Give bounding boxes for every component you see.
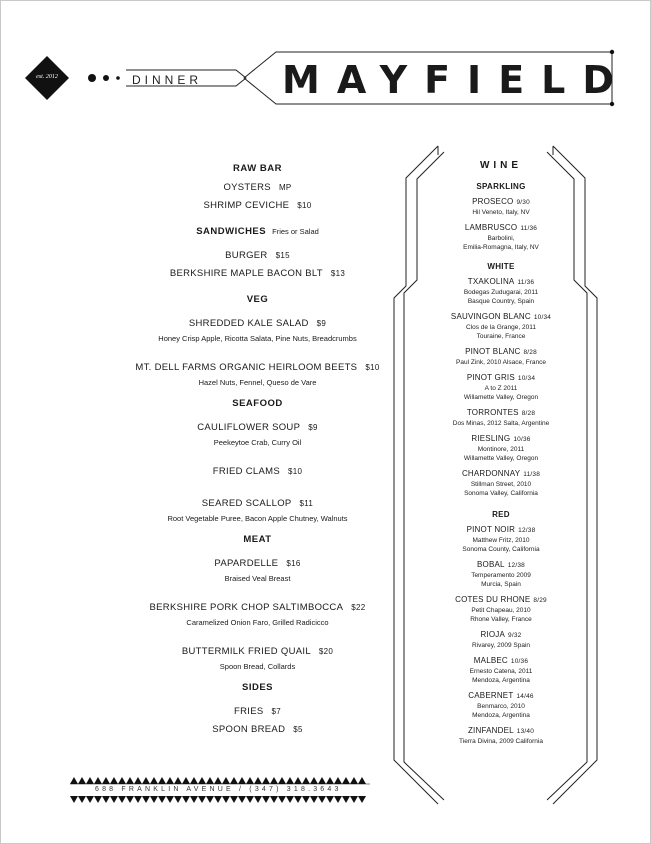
footer-triangle [110,777,118,784]
footer-triangle [310,777,318,784]
wine-list [436,160,566,751]
menu-item-desc: Spoon Bread, Collards [219,662,296,671]
footer-triangle [166,777,174,784]
wine-item: CABERNET 14/46 Benmarco, 2010 Mendoza, Argentina [468,691,534,719]
menu-item: BURGER $15 [225,250,290,261]
wine-item: PINOT GRIS 10/34 A to Z 2011 Willamette Valley, Oregon [463,373,539,401]
footer-triangle [254,777,262,784]
footer-triangle [174,796,182,803]
footer-triangle [294,777,302,784]
footer-triangle [126,777,134,784]
menu-item: FRIES $7 [234,706,281,717]
footer-triangle [142,777,150,784]
wine-item: LAMBRUSCO 11/36 Barbolini, Emilia-Romagna, Italy, NV [463,223,539,251]
brand-logo: MAYFIELD [282,58,631,102]
menu-item-desc: Hazel Nuts, Fennel, Queso de Vare [198,378,317,387]
menu-item-desc: Peekeytoe Crab, Curry Oil [213,438,302,447]
footer-triangle [342,796,350,803]
wine-item: RIESLING 10/36 Montinore, 2011 Willamette Valley, Oregon [463,434,539,462]
wine-item: RIOJA 9/32 Rivarey, 2009 Spain [471,630,531,649]
address-phone: 688 FRANKLIN AVENUE / (347) 318.3643 [95,786,342,793]
wine-item: TXAKOLINA 11/36 Bodegas Zudugarai, 2011 Basque Country, Spain [463,277,539,305]
footer-triangle [134,796,142,803]
menu-item: SHREDDED KALE SALAD $9 [188,318,327,329]
footer-triangle [206,777,214,784]
footer-triangle [118,796,126,803]
footer-triangle [222,777,230,784]
footer-triangle [318,796,326,803]
wine-item: TORRONTES 8/28 Dos Minas, 2012 Salta, Argentine [452,408,550,427]
footer-triangle [334,796,342,803]
footer-triangle [334,777,342,784]
footer-triangle [222,796,230,803]
footer-triangle [182,796,190,803]
footer-triangle [150,777,158,784]
footer-triangle [190,777,198,784]
wine-item: COTES DU RHONE 8/29 Petit Chapeau, 2010 Rhone Valley, France [455,595,547,623]
footer-triangle [142,796,150,803]
footer-triangle [270,796,278,803]
footer-triangle [254,796,262,803]
section-title-sandwiches: SANDWICHES [196,226,267,237]
section-title-sides: SIDES [241,682,273,693]
wine-section-white: WHITE [487,262,515,271]
footer-triangle [118,777,126,784]
wine-title: WINE [479,160,523,171]
menu-item: PAPARDELLE $16 [214,558,301,569]
footer-triangle [318,777,326,784]
meal-label: DINNER [132,73,203,87]
menu-item: BERKSHIRE PORK CHOP SALTIMBOCCA $22 [149,602,366,613]
footer-triangle [286,777,294,784]
footer-triangle [278,777,286,784]
menu-item: SHRIMP CEVICHE $10 [203,200,312,211]
menu-item-desc: Root Vegetable Puree, Bacon Apple Chutney, Walnuts [167,514,348,523]
footer-triangle [166,796,174,803]
footer-triangle [94,777,102,784]
wine-item: PROSECO 9/30 Hil Veneto, Italy, NV [472,197,530,216]
footer-triangle [78,777,86,784]
section-title-meat: MEAT [243,534,272,545]
menu-item-desc: Caramelized Onion Faro, Grilled Radicicco [186,618,329,627]
section-title-veg: VEG [246,294,269,305]
footer-triangle [302,796,310,803]
footer-triangle [262,796,270,803]
menu-item-desc: Honey Crisp Apple, Ricotta Salata, Pine Nuts, Breadcrumbs [158,334,357,343]
footer-triangle [238,777,246,784]
footer-triangle [198,777,206,784]
footer-triangle [102,796,110,803]
footer-triangle [270,777,278,784]
footer-triangle [70,777,78,784]
footer-triangle [86,796,94,803]
menu-item-desc: Braised Veal Breast [224,574,291,583]
footer-triangle [174,777,182,784]
footer-triangle [262,777,270,784]
footer-triangle [294,796,302,803]
footer-triangle [326,777,334,784]
footer-triangle [206,796,214,803]
footer-triangle [350,796,358,803]
menu-item: MT. DELL FARMS ORGANIC HEIRLOOM BEETS $10 [135,362,380,373]
footer-triangle [246,796,254,803]
footer-triangle [230,796,238,803]
wine-item: PINOT BLANC 8/28 Paul Zink, 2010 Alsace, France [456,347,546,366]
footer-triangle [94,796,102,803]
wine-section-sparkling: SPARKLING [476,182,526,191]
footer-triangle [286,796,294,803]
menu-item: CAULIFLOWER SOUP $9 [197,422,318,433]
footer-triangle [110,796,118,803]
wine-item: SAUVINGON BLANC 10/34 Clos de la Grange, 2011 Touraine, France [450,312,552,340]
menu-item: BERKSHIRE MAPLE BACON BLT $13 [169,268,346,279]
footer-triangle [182,777,190,784]
footer-triangle [78,796,86,803]
menu-item: OYSTERS MP [223,182,292,193]
footer-triangle [70,796,78,803]
footer-triangle [86,777,94,784]
footer-triangle [158,796,166,803]
wine-item: ZINFANDEL 13/40 Tierra Divina, 2009 California [459,726,543,745]
menu-item: SEARED SCALLOP $11 [201,498,314,509]
footer-triangle [198,796,206,803]
footer-triangle [134,777,142,784]
footer-triangle [238,796,246,803]
section-note: Fries or Salad [272,227,319,236]
footer-triangle [214,796,222,803]
footer-triangle [214,777,222,784]
menu-item: SPOON BREAD $5 [212,724,303,735]
footer-triangle [358,777,366,784]
footer-triangle [358,796,366,803]
wine-item: MALBEC 10/36 Ernesto Catena, 2011 Mendoza, Argentina [469,656,533,684]
footer-triangle [126,796,134,803]
footer-triangle [342,777,350,784]
footer-triangle [278,796,286,803]
section-title-seafood: SEAFOOD [232,398,283,409]
footer-triangle [302,777,310,784]
menu-item: BUTTERMILK FRIED QUAIL $20 [181,646,334,657]
wine-item: BOBAL 12/38 Temperamento 2009 Murcia, Spain [471,560,531,588]
footer-triangle [326,796,334,803]
section-title-raw-bar: RAW BAR [233,163,282,174]
footer-triangle [246,777,254,784]
wine-section-red: RED [492,510,510,519]
footer-triangle [158,777,166,784]
footer-triangle [230,777,238,784]
footer-triangle [150,796,158,803]
est-badge-text: est. 2012 [36,74,58,80]
wine-item: CHARDONNAY 11/38 Stillman Street, 2010 Sonoma Valley, California [461,469,541,497]
footer-triangle [310,796,318,803]
footer-triangle [102,777,110,784]
footer-triangle [350,777,358,784]
footer-triangle [190,796,198,803]
wine-item: PINOT NOIR 12/38 Matthew Fritz, 2010 Sonoma County, California [462,525,540,553]
menu-item: FRIED CLAMS $10 [212,466,303,477]
